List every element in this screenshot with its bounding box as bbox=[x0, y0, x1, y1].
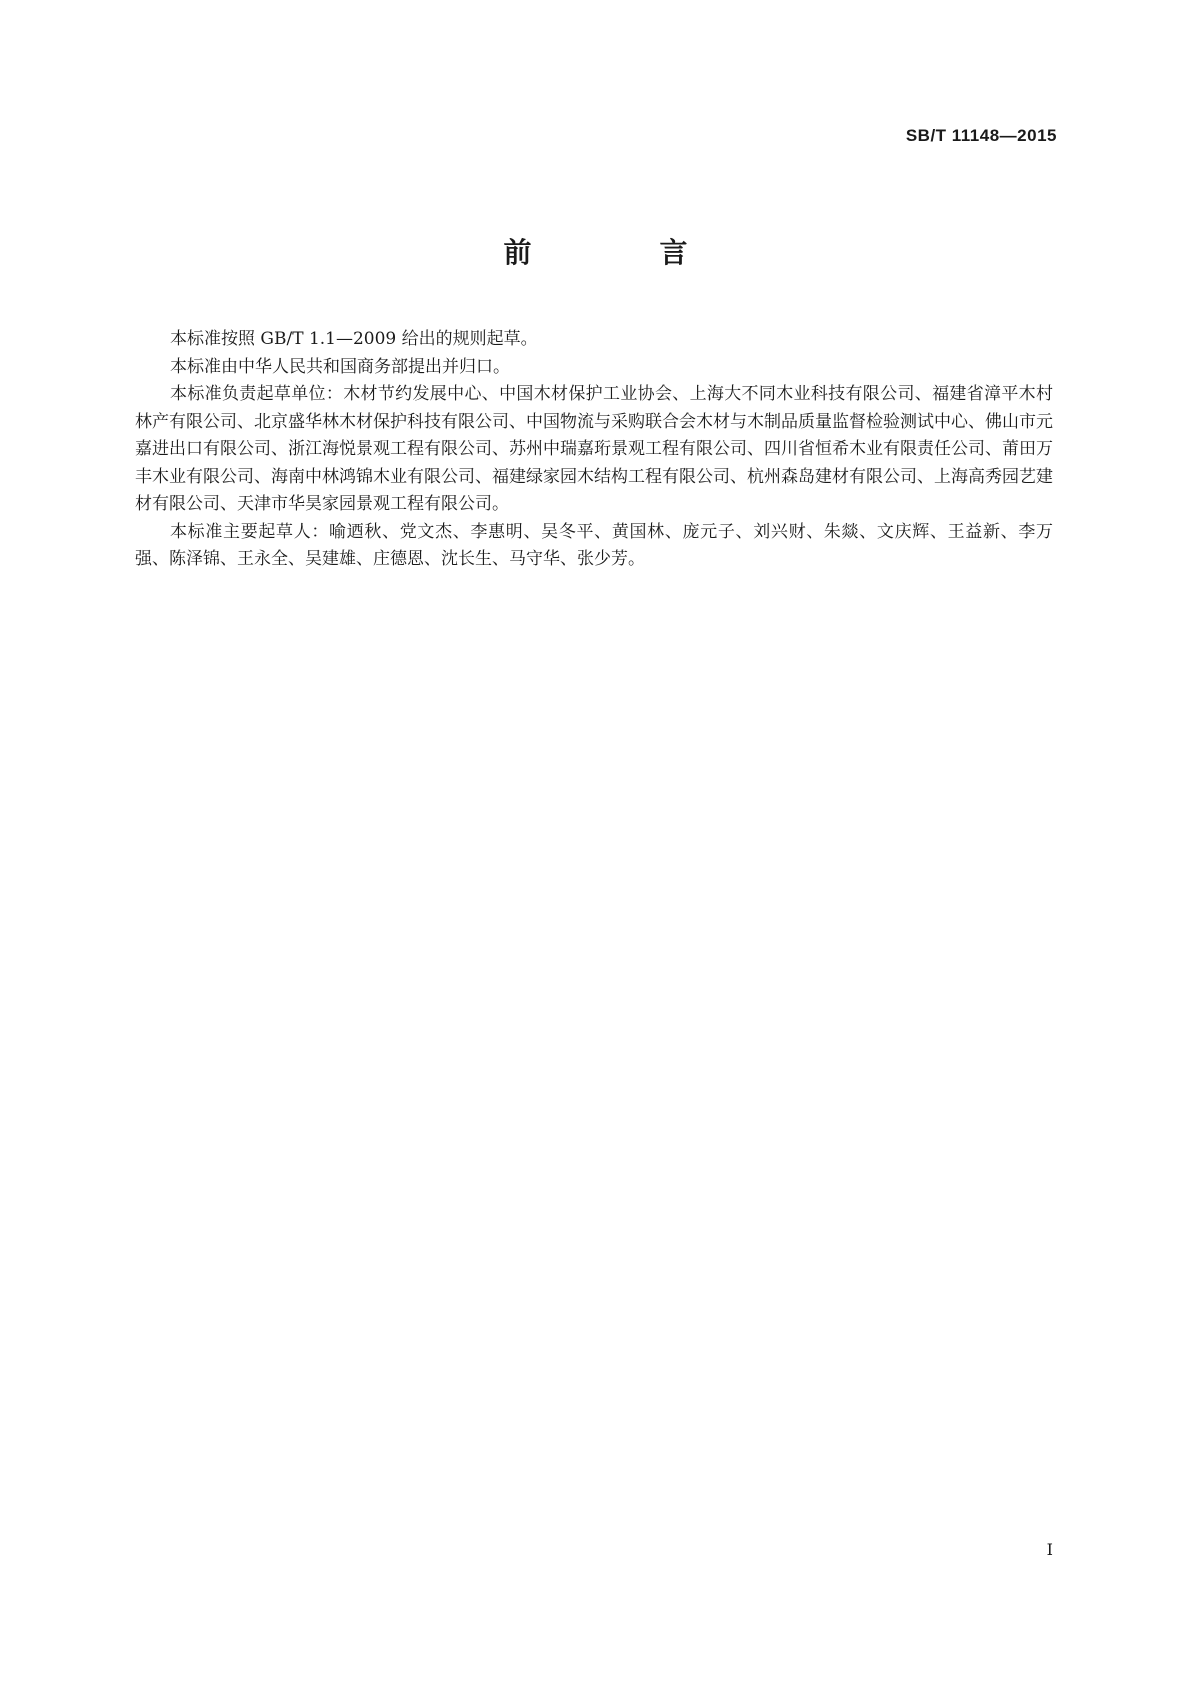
paragraph-drafting-units: 本标准负责起草单位：木材节约发展中心、中国木材保护工业协会、上海大不同木业科技有限公司、福建省漳平木村林产有限公司、北京盛华林木材保护科技有限公司、中国物流与采购联合会木材与木制品质量监督检验测试中心、佛山市元嘉进出口有限公司、浙江海悦景观工程有限公司、苏州中瑞嘉珩景观工程有限公司、四川省恒希木业有限责任公司、莆田万丰木业有限公司、海南中林鸿锦木业有限公司、福建绿家园木结构工程有限公司、杭州森岛建材有限公司、上海高秀园艺建材有限公司、天津市华昊家园景观工程有限公司。 bbox=[135, 384, 1053, 514]
paragraph-drafting-rules: 本标准按照 GB/T 1.1—2009 给出的规则起草。 bbox=[170, 329, 538, 349]
standard-code: SB/T 11148—2015 bbox=[905, 126, 1057, 145]
paragraph-drafters: 本标准主要起草人：喻迺秋、党文杰、李惠明、吴冬平、黄国林、庞元子、刘兴财、朱燚、文庆辉、王益新、李万强、陈泽锦、王永全、吴建雄、庄德恩、沈长生、马守华、张少芳。 bbox=[135, 521, 1053, 569]
section-title: 前 言 bbox=[503, 236, 738, 269]
foreword-body bbox=[135, 326, 1053, 574]
paragraph-proposer: 本标准由中华人民共和国商务部提出并归口。 bbox=[170, 356, 510, 377]
page-number: I bbox=[1046, 1540, 1053, 1559]
